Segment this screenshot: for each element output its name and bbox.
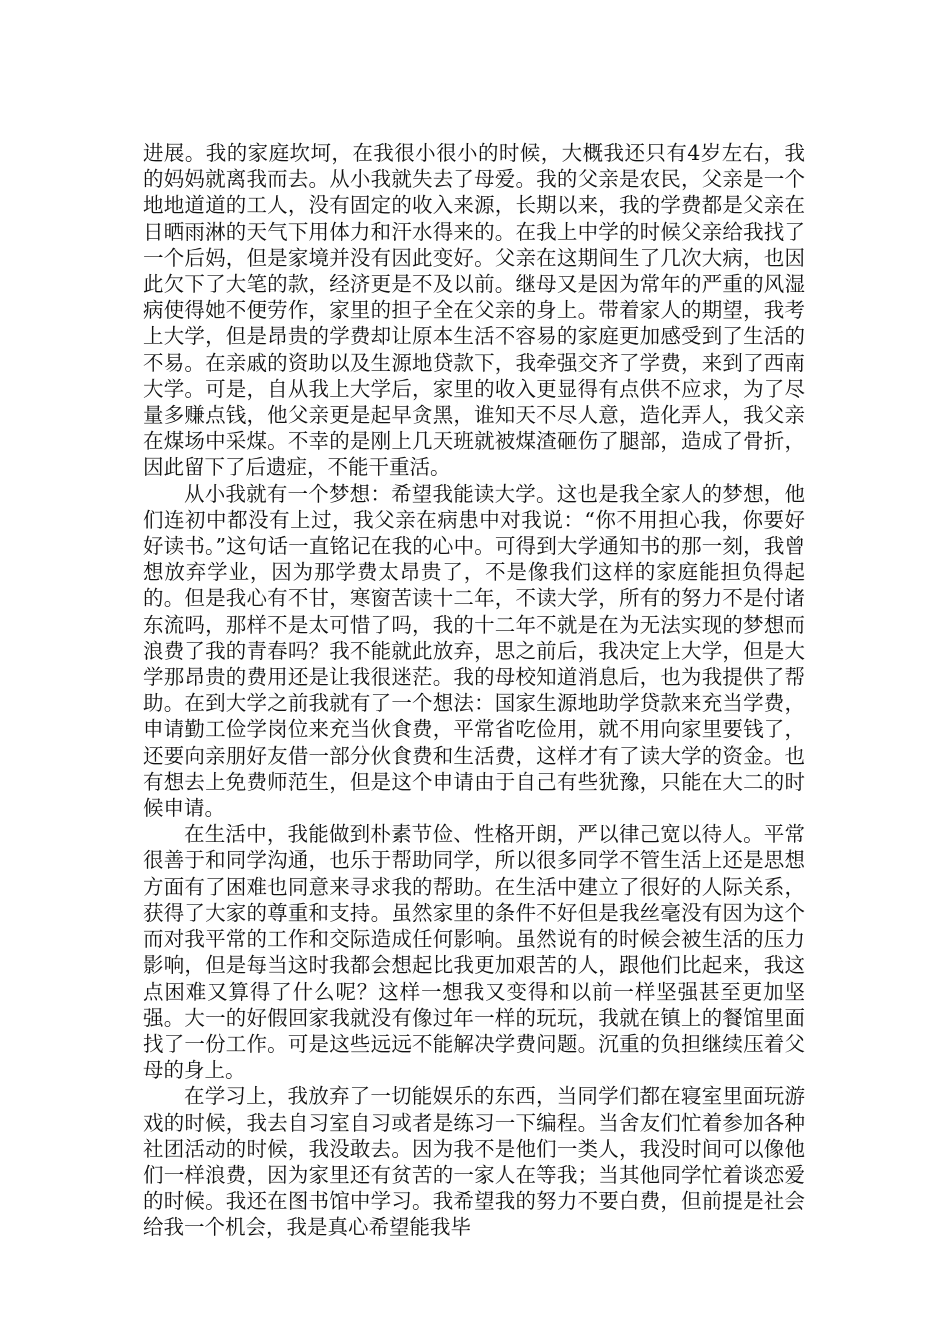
paragraph-daily-life: 在生活中，我能做到朴素节俭、性格开朗，严以律己宽以待人。平常很善于和同学沟通，也乐于帮助同学，所以很多同学不管生活上还是思想方面有了困难也同意来寻求我的帮助。在生活中建立了很好的人际关系，获得了大家的尊重和支持。虽然家里的条件不好但是我丝毫没有因为这个而对我平常的工作和交际造成任何影响。虽然说有的时候会被生活的压力影响，但是每当这时我都会想起比我更加艰苦的人，跟他们比起来，我这点困难又算得了什么呢？这样一想我又变得和以前一样坚强甚至更加坚强。大一的好假回家我就没有像过年一样的玩玩，我就在镇上的餐馆里面找了一份工作。可是这些远远不能解决学费问题。沉重的负担继续压着父母的身上。 <box>143 822 805 1083</box>
document-body <box>143 140 805 1241</box>
paragraph-family-background: 进展。我的家庭坎坷，在我很小很小的时候，大概我还只有4岁左右，我的妈妈就离我而去。从小我就失去了母爱。我的父亲是农民，父亲是一个地地道道的工人，没有固定的收入来源，长期以来，我的学费都是父亲在日晒雨淋的天气下用体力和汗水得来的。在我上中学的时候父亲给我找了一个后妈，但是家境并没有因此变好。父亲在这期间生了几次大病，也因此欠下了大笔的款，经济更是不及以前。继母又是因为常年的严重的风湿病使得她不便劳作，家里的担子全在父亲的身上。带着家人的期望，我考上大学，但是昂贵的学费却让原本生活不容易的家庭更加感受到了生活的不易。在亲戚的资助以及生源地贷款下，我牵强交齐了学费，来到了西南大学。可是，自从我上大学后，家里的收入更显得有点供不应求，为了尽量多赚点钱，他父亲更是起早贪黑，谁知天不尽人意，造化弄人，我父亲在煤场中采煤。不幸的是刚上几天班就被煤渣砸伤了腿部，造成了骨折，因此留下了后遗症，不能干重活。 <box>143 141 805 480</box>
paragraph-study: 在学习上，我放弃了一切能娱乐的东西，当同学们都在寝室里面玩游戏的时候，我去自习室自习或者是练习一下编程。当舍友们忙着参加各种社团活动的时候，我没敢去。因为我不是他们一类人，我没时间可以像他们一样浪费，因为家里还有贫苦的一家人在等我；当其他同学忙着谈恋爱的时候。我还在图书馆中学习。我希望我的努力不要白费，但前提是社会给我一个机会，我是真心希望能我毕 <box>143 1084 805 1240</box>
paragraph-university-dream: 从小我就有一个梦想：希望我能读大学。这也是我全家人的梦想，他们连初中都没有上过，我父亲在病患中对我说：“你不用担心我，你要好好读书。”这句话一直铭记在我的心中。可得到大学通知书的那一刻，我曾想放弃学业，因为那学费太昂贵了，不是像我们这样的家庭能担负得起的。但是我心有不甘，寒窗苦读十二年，不读大学，所有的努力不是付诸东流吗，那样不是太可惜了吗，我的十二年不就是在为无法实现的梦想而浪费了我的青春吗？我不能就此放弃，思之前后，我决定上大学，但是大学那昂贵的费用还是让我很迷茫。我的母校知道消息后，也为我提供了帮助。在到大学之前我就有了一个想法：国家生源地助学贷款来充当学费，申请勤工俭学岗位来充当伙食费，平常省吃俭用，就不用向家里要钱了，还要向亲朋好友借一部分伙食费和生活费，这样才有了读大学的资金。也有想去上免费师范生，但是这个申请由于自己有些犹豫，只能在大二的时候申请。 <box>143 481 805 821</box>
